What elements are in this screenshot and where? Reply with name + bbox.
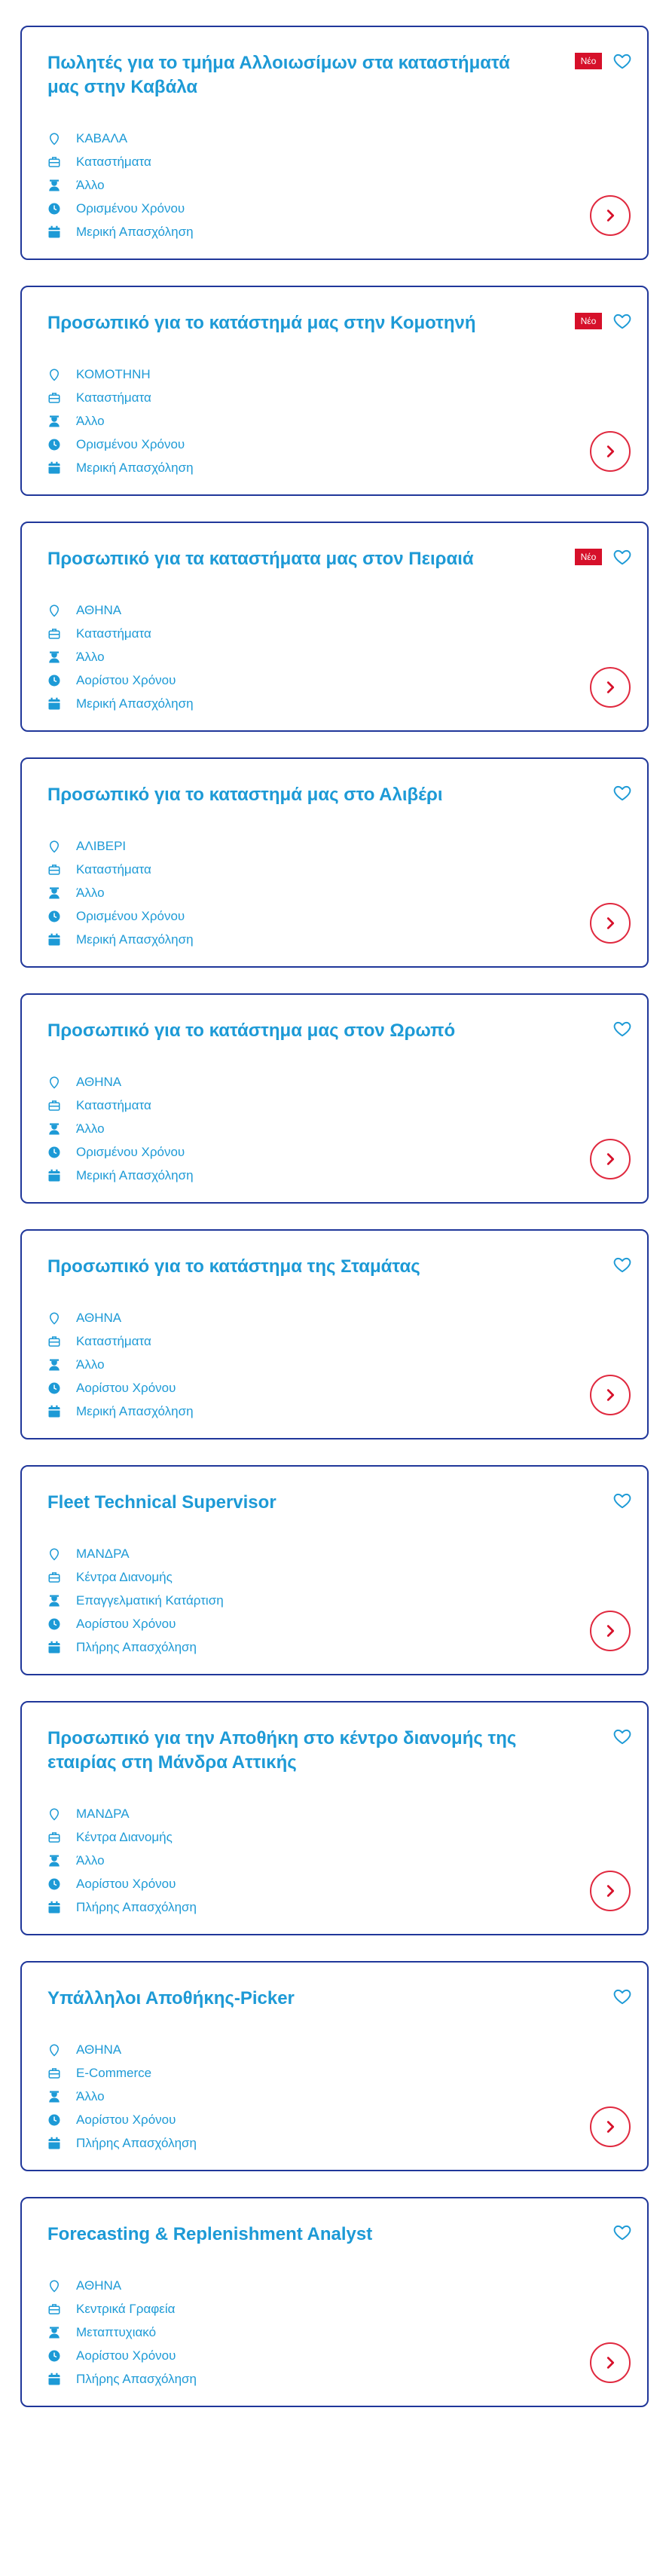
detail-location [47,1070,194,1094]
detail-category [47,2061,197,2085]
briefcase-icon [47,1831,61,1844]
detail-category [47,1825,197,1849]
job-contract: Ορισμένου Χρόνου [76,200,185,216]
clock-icon [47,1877,61,1891]
job-schedule: Μερική Απασχόληση [76,460,194,475]
job-details [47,363,194,479]
detail-category [47,622,194,645]
location-pin-icon [47,2043,61,2057]
favorite-heart-icon[interactable] [612,1987,632,2006]
job-contract: Αορίστου Χρόνου [76,1380,176,1395]
detail-category [47,858,194,881]
job-contract: Αορίστου Χρόνου [76,1876,176,1891]
new-badge: Νέο [575,549,602,565]
chevron-right-icon [602,2119,619,2135]
job-card[interactable] [20,1961,649,2171]
detail-schedule [47,928,194,951]
calendar-icon [47,1405,61,1418]
location-pin-icon [47,1311,61,1325]
job-details [47,127,194,243]
detail-location [47,1802,197,1825]
job-contract: Ορισμένου Χρόνου [76,436,185,451]
job-details [47,2274,197,2391]
favorite-heart-icon[interactable] [612,1255,632,1274]
job-contract: Ορισμένου Χρόνου [76,908,185,923]
location-pin-icon [47,368,61,381]
job-level: Επαγγελματική Κατάρτιση [76,1592,224,1608]
job-category: E-Commerce [76,2065,152,2080]
clock-icon [47,2349,61,2363]
calendar-icon [47,461,61,475]
job-details [47,834,194,951]
job-title[interactable]: Προσωπικό για το κατάστημα μας στον Ωρωπό [47,1020,456,1041]
worker-icon [47,179,61,192]
detail-contract [47,2108,197,2131]
new-badge: Νέο [575,313,602,329]
detail-level [47,2085,197,2108]
job-level: Άλλο [76,1121,105,1136]
detail-schedule [47,456,194,479]
clock-icon [47,1381,61,1395]
job-schedule: Πλήρης Απασχόληση [76,1639,197,1654]
open-job-button[interactable] [590,431,631,472]
job-schedule: Μερική Απασχόληση [76,1403,194,1418]
open-job-button[interactable] [590,1871,631,1911]
detail-level [47,881,194,904]
job-details [47,2038,197,2155]
job-schedule: Πλήρης Απασχόληση [76,2135,197,2150]
job-category: Καταστήματα [76,1333,151,1348]
job-schedule: Μερική Απασχόληση [76,224,194,239]
clock-icon [47,1146,61,1159]
favorite-heart-icon[interactable] [612,547,632,567]
worker-icon [47,1358,61,1372]
detail-category [47,2297,197,2321]
worker-icon [47,650,61,664]
job-category: Καταστήματα [76,626,151,641]
job-contract: Αορίστου Χρόνου [76,1616,176,1631]
clock-icon [47,910,61,923]
detail-category [47,386,194,409]
detail-level [47,1849,197,1872]
job-details [47,598,194,715]
detail-contract [47,197,194,220]
location-pin-icon [47,840,61,853]
chevron-right-icon [602,207,619,224]
detail-contract [47,2344,197,2367]
job-card[interactable] [20,993,649,1204]
job-card[interactable] [20,1701,649,1935]
worker-icon [47,1854,61,1868]
detail-contract [47,1612,224,1635]
detail-location [47,1306,194,1329]
calendar-icon [47,697,61,711]
detail-location [47,834,194,858]
job-card[interactable] [20,1465,649,1675]
detail-category [47,150,194,173]
job-details [47,1542,224,1659]
detail-location [47,2274,197,2297]
detail-category [47,1329,194,1353]
open-job-button[interactable] [590,1139,631,1179]
detail-location [47,598,194,622]
detail-schedule [47,1400,194,1423]
briefcase-icon [47,1335,61,1348]
job-title[interactable]: Προσωπικό για το κατάστημα της Σταμάτας [47,1256,420,1277]
worker-icon [47,2090,61,2103]
worker-icon [47,2326,61,2339]
open-job-button[interactable] [590,195,631,236]
chevron-right-icon [602,443,619,460]
briefcase-icon [47,627,61,641]
chevron-right-icon [602,1883,619,1899]
detail-contract [47,1140,194,1164]
calendar-icon [47,1901,61,1914]
job-card[interactable] [20,26,649,260]
job-schedule: Μερική Απασχόληση [76,1167,194,1182]
job-level: Άλλο [76,649,105,664]
detail-contract [47,433,194,456]
briefcase-icon [47,863,61,877]
job-details [47,1306,194,1423]
job-category: Καταστήματα [76,1097,151,1112]
detail-contract [47,1872,197,1895]
location-pin-icon [47,132,61,145]
job-level: Άλλο [76,1357,105,1372]
job-location: ΑΘΗΝΑ [76,602,122,617]
clock-icon [47,438,61,451]
job-title[interactable]: Προσωπικό για το κατάστημά μας στην Κομοτηνή [47,313,476,333]
favorite-heart-icon[interactable] [612,783,632,803]
job-level: Άλλο [76,177,105,192]
job-level: Άλλο [76,2088,105,2103]
job-contract: Αορίστου Χρόνου [76,2112,176,2127]
new-badge: Νέο [575,53,602,69]
detail-schedule [47,2367,197,2391]
detail-contract [47,904,194,928]
detail-category [47,1094,194,1117]
job-category: Καταστήματα [76,154,151,169]
job-level: Άλλο [76,1852,105,1868]
detail-contract [47,1376,194,1400]
detail-location [47,363,194,386]
open-job-button[interactable] [590,903,631,944]
detail-level [47,2321,197,2344]
job-title[interactable]: Πωλητές για το τμήμα Αλλοιωσίμων στα καταστήματά μας στην Καβάλα [47,53,510,97]
job-title[interactable]: Προσωπικό για τα καταστήματα μας στον Πειραιά [47,549,474,569]
briefcase-icon [47,1571,61,1584]
job-location: ΑΘΗΝΑ [76,2278,122,2293]
job-title[interactable]: Προσωπικό για την Αποθήκη στο κέντρο διανομής της εταιρίας στη Μάνδρα Αττικής [47,1728,517,1773]
calendar-icon [47,933,61,947]
calendar-icon [47,2137,61,2150]
chevron-right-icon [602,1151,619,1167]
job-location: ΚΟΜΟΤΗΝΗ [76,366,151,381]
job-card[interactable] [20,1229,649,1439]
favorite-heart-icon[interactable] [612,1727,632,1746]
calendar-icon [47,1169,61,1182]
detail-schedule [47,1635,224,1659]
job-level: Άλλο [76,413,105,428]
job-location: ΑΘΗΝΑ [76,1310,122,1325]
detail-category [47,1565,224,1589]
detail-location [47,127,194,150]
detail-level [47,1117,194,1140]
job-contract: Αορίστου Χρόνου [76,672,176,687]
job-card[interactable] [20,286,649,496]
calendar-icon [47,225,61,239]
chevron-right-icon [602,2354,619,2371]
open-job-button[interactable] [590,2342,631,2383]
detail-level [47,409,194,433]
clock-icon [47,1617,61,1631]
job-details [47,1070,194,1187]
job-category: Καταστήματα [76,861,151,877]
chevron-right-icon [602,1623,619,1639]
job-category: Καταστήματα [76,390,151,405]
calendar-icon [47,2373,61,2386]
open-job-button[interactable] [590,1611,631,1651]
detail-level [47,1353,194,1376]
clock-icon [47,674,61,687]
detail-location [47,2038,197,2061]
detail-schedule [47,2131,197,2155]
briefcase-icon [47,2067,61,2080]
job-level: Άλλο [76,885,105,900]
job-title[interactable]: Fleet Technical Supervisor [47,1492,276,1513]
location-pin-icon [47,604,61,617]
open-job-button[interactable] [590,667,631,708]
location-pin-icon [47,1075,61,1089]
job-location: ΚΑΒΑΛΑ [76,130,128,145]
chevron-right-icon [602,1387,619,1403]
favorite-heart-icon[interactable] [612,311,632,331]
favorite-heart-icon[interactable] [612,1019,632,1039]
location-pin-icon [47,1807,61,1821]
job-schedule: Πλήρης Απασχόληση [76,2371,197,2386]
detail-level [47,1589,224,1612]
chevron-right-icon [602,679,619,696]
favorite-heart-icon[interactable] [612,2223,632,2242]
job-card[interactable] [20,757,649,968]
detail-location [47,1542,224,1565]
calendar-icon [47,1641,61,1654]
briefcase-icon [47,391,61,405]
job-schedule: Μερική Απασχόληση [76,696,194,711]
briefcase-icon [47,1099,61,1112]
job-location: ΑΘΗΝΑ [76,2042,122,2057]
job-level: Μεταπτυχιακό [76,2324,157,2339]
detail-schedule [47,1164,194,1187]
worker-icon [47,415,61,428]
job-title[interactable]: Υπάλληλοι Αποθήκης-Picker [47,1988,295,2008]
job-title[interactable]: Προσωπικό για το καταστημά μας στο Αλιβέρι [47,785,443,805]
job-schedule: Μερική Απασχόληση [76,932,194,947]
briefcase-icon [47,2302,61,2316]
clock-icon [47,2113,61,2127]
detail-schedule [47,220,194,243]
briefcase-icon [47,155,61,169]
job-title[interactable]: Forecasting & Replenishment Analyst [47,2224,373,2244]
job-card[interactable] [20,2197,649,2407]
job-card[interactable] [20,522,649,732]
detail-level [47,645,194,668]
clock-icon [47,202,61,216]
worker-icon [47,886,61,900]
job-category: Κέντρα Διανομής [76,1569,173,1584]
job-category: Κεντρικά Γραφεία [76,2301,176,2316]
open-job-button[interactable] [590,2106,631,2147]
job-schedule: Πλήρης Απασχόληση [76,1899,197,1914]
worker-icon [47,1594,61,1608]
job-location: ΑΘΗΝΑ [76,1074,122,1089]
job-category: Κέντρα Διανομής [76,1829,173,1844]
detail-schedule [47,1895,197,1919]
job-location: ΑΛΙΒΕΡΙ [76,838,127,853]
job-contract: Αορίστου Χρόνου [76,2348,176,2363]
location-pin-icon [47,1547,61,1561]
detail-level [47,173,194,197]
job-contract: Ορισμένου Χρόνου [76,1144,185,1159]
favorite-heart-icon[interactable] [612,51,632,71]
favorite-heart-icon[interactable] [612,1491,632,1510]
chevron-right-icon [602,915,619,932]
job-location: ΜΑΝΔΡΑ [76,1806,130,1821]
detail-contract [47,668,194,692]
detail-schedule [47,692,194,715]
location-pin-icon [47,2279,61,2293]
worker-icon [47,1122,61,1136]
job-details [47,1802,197,1919]
job-location: ΜΑΝΔΡΑ [76,1546,130,1561]
open-job-button[interactable] [590,1375,631,1415]
